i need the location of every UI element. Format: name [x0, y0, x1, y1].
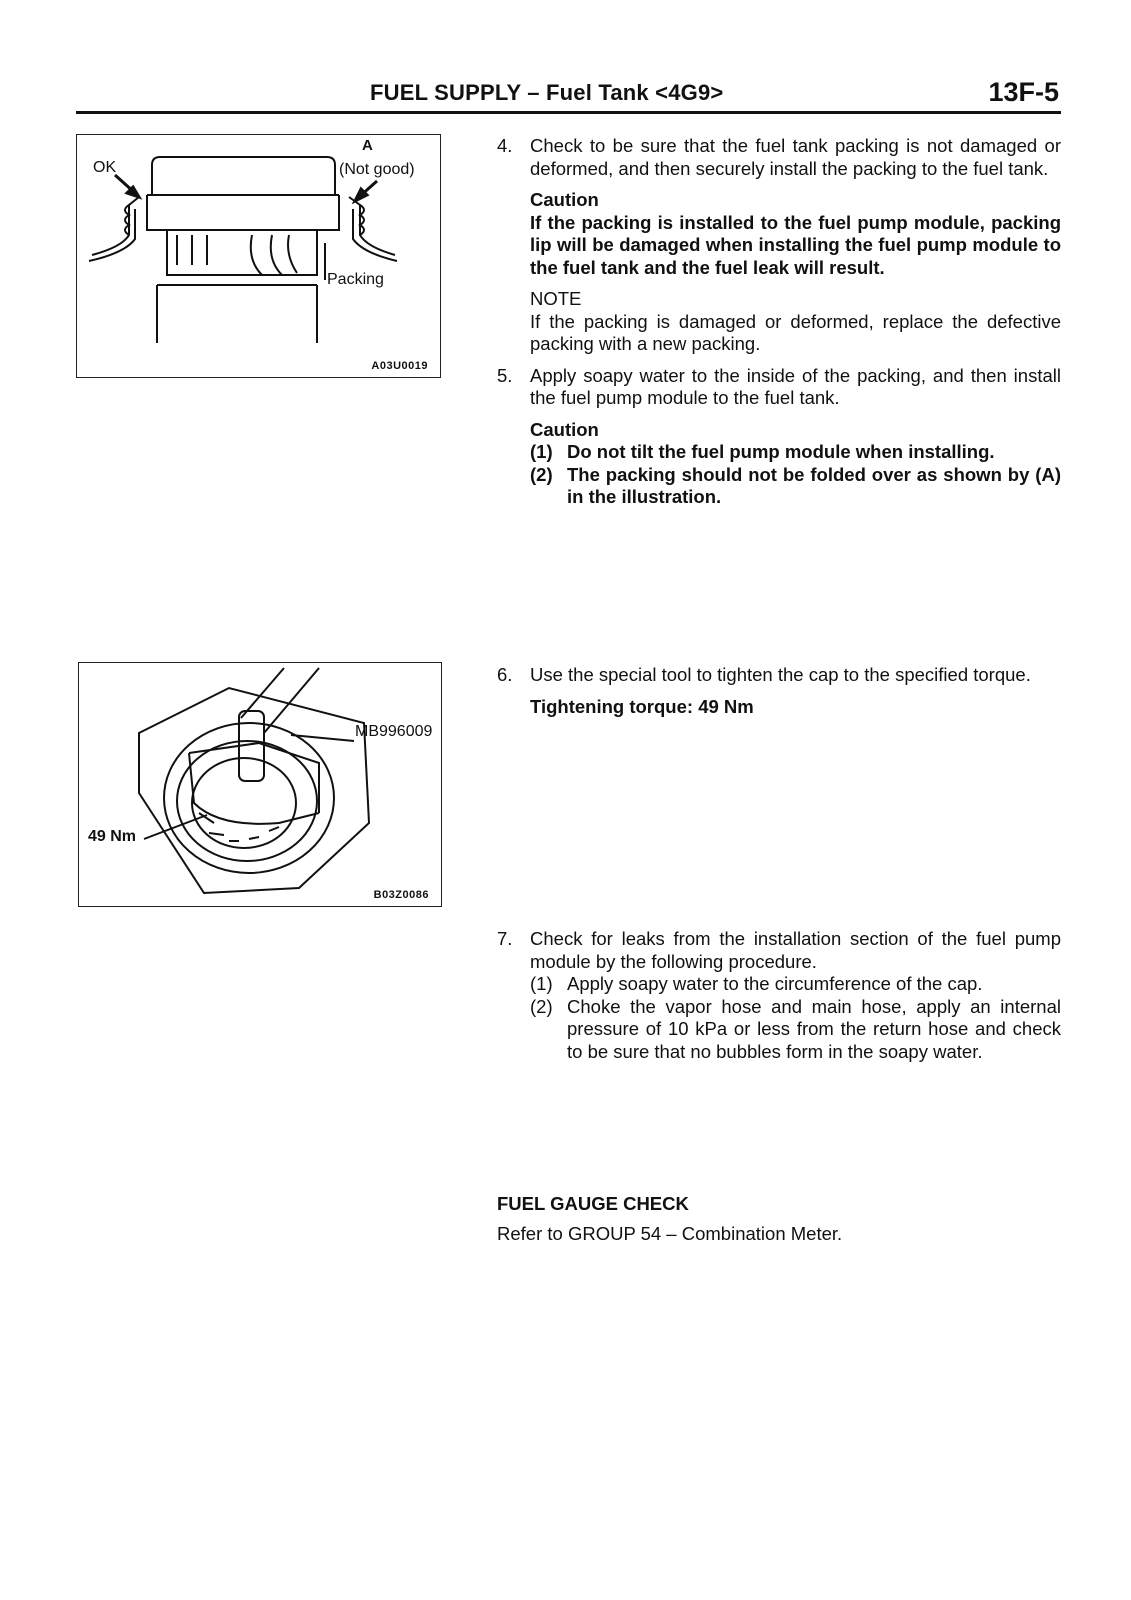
step-text: Check for leaks from the installation section of the fuel pump module by the following procedure.: [530, 928, 1061, 972]
torque-spec: Tightening torque: 49 Nm: [530, 695, 754, 717]
note-text: If the packing is damaged or deformed, replace the defective packing with a new packing.: [530, 310, 1061, 354]
label-a: A: [362, 137, 373, 154]
step-4: [497, 135, 1061, 356]
fuel-gauge-reference: Refer to GROUP 54 – Combination Meter.: [497, 1223, 843, 1244]
label-tool-number: MB996009: [355, 723, 433, 740]
page-title: FUEL SUPPLY – Fuel Tank <4G9>: [370, 80, 724, 105]
label-not-good: (Not good): [339, 161, 415, 178]
step-text: Check to be sure that the fuel tank packing is not damaged or deformed, and then securely install the packing to the fuel tank.: [530, 135, 1061, 179]
step-text: Apply soapy water to the inside of the packing, and then install the fuel pump module to the fuel tank.: [530, 364, 1061, 408]
caution-item: (2) The packing should not be folded over as shown by (A) in the illustration.: [530, 463, 1061, 507]
caution-text: If the packing is installed to the fuel pump module, packing lip will be damaged when installing the fuel pump module to the fuel tank and the fuel leak will result.: [530, 211, 1061, 278]
figure-code: B03Z0086: [373, 889, 429, 901]
steps-4-5: [497, 135, 1061, 509]
tool-illustration: [79, 663, 441, 906]
figure-packing: [76, 134, 441, 378]
figure-code: A03U0019: [371, 360, 428, 372]
header-rule: [76, 111, 1061, 114]
page-number: 13F-5: [988, 77, 1059, 107]
procedure-item: (2) Choke the vapor hose and main hose, apply an internal pressure of 10 kPa or less from the return hose and check to be sure that no bubbles form in the soapy water.: [530, 995, 1061, 1062]
step-number: 5.: [497, 364, 513, 386]
procedure-item: (1) Apply soapy water to the circumference of the cap.: [530, 973, 983, 994]
step-number: 4.: [497, 135, 513, 156]
figure-special-tool: [78, 662, 442, 907]
step-number: 7.: [497, 928, 513, 949]
step-text: Use the special tool to tighten the cap to the specified torque.: [530, 664, 1031, 685]
note-title: NOTE: [530, 288, 582, 309]
label-packing: Packing: [327, 271, 384, 288]
section-heading-fuel-gauge: FUEL GAUGE CHECK: [497, 1193, 689, 1214]
label-torque: 49 Nm: [88, 828, 137, 845]
caution-title: Caution: [530, 189, 599, 210]
caution-item: (1) Do not tilt the fuel pump module when installing.: [530, 441, 995, 462]
step-5: [497, 365, 1061, 509]
step-6: [497, 664, 1061, 718]
step-7: [497, 928, 1061, 1063]
caution-title: Caution: [530, 418, 599, 440]
label-ok: OK: [93, 159, 117, 176]
step-number: 6.: [497, 664, 513, 685]
